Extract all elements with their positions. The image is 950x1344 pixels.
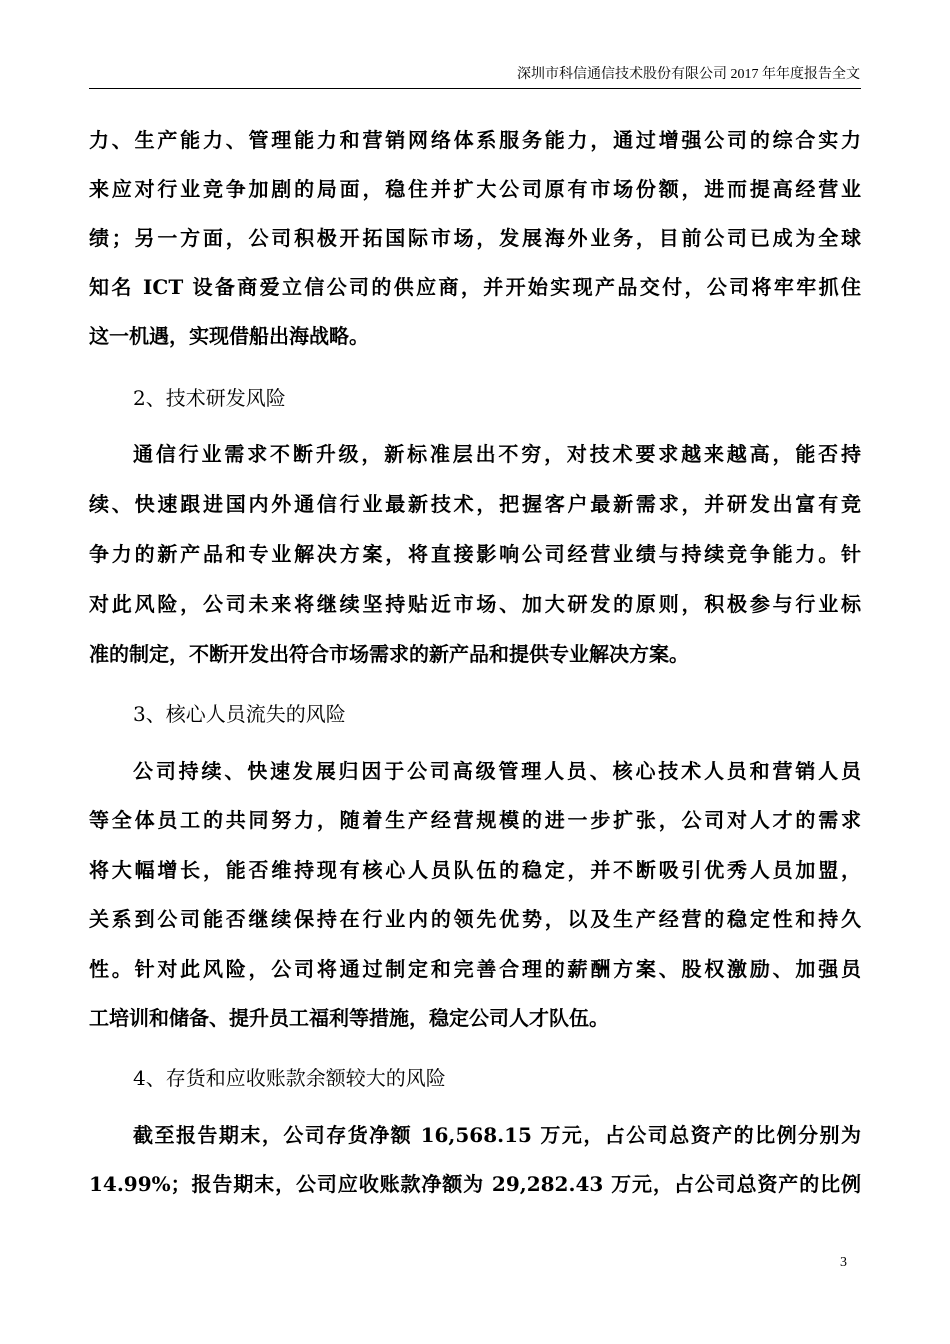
text-line: 等全体员工的共同努力，随着生产经营规模的进一步扩张，公司对人才的需求 (89, 808, 861, 832)
text-line: 公司持续、快速发展归因于公司高级管理人员、核心技术人员和营销人员 (133, 759, 861, 783)
text-line: 来应对行业竞争加剧的局面，稳住并扩大公司原有市场份额，进而提高经营业 (89, 177, 861, 201)
header-title: 深圳市科信通信技术股份有限公司 2017 年年度报告全文 (517, 67, 860, 82)
section-heading-2: 2、技术研发风险 (133, 386, 286, 410)
text-line: 性。针对此风险，公司将通过制定和完善合理的薪酬方案、股权激励、加强员 (89, 957, 861, 981)
text-line: 准的制定，不断开发出符合市场需求的新产品和提供专业解决方案。 (89, 642, 689, 666)
text-line: 知名 ICT 设备商爱立信公司的供应商，并开始实现产品交付，公司将牢牢抓住 (89, 275, 861, 299)
text-line: 通信行业需求不断升级，新标准层出不穷，对技术要求越来越高，能否持 (133, 442, 861, 466)
text-line: 这一机遇，实现借船出海战略。 (89, 324, 369, 348)
text-line: 争力的新产品和专业解决方案，将直接影响公司经营业绩与持续竞争能力。针 (89, 542, 861, 566)
text-line: 截至报告期末，公司存货净额 16,568.15 万元，占公司总资产的比例分别为 (133, 1123, 861, 1147)
header-divider (89, 88, 861, 89)
text-line: 14.99%；报告期末，公司应收账款净额为 29,282.43 万元，占公司总资产的比例 (89, 1172, 861, 1196)
page-number: 3 (840, 1255, 847, 1270)
section-heading-3: 3、核心人员流失的风险 (133, 702, 346, 726)
text-line: 将大幅增长，能否维持现有核心人员队伍的稳定，并不断吸引优秀人员加盟， (89, 858, 861, 882)
text-line: 工培训和储备、提升员工福利等措施，稳定公司人才队伍。 (89, 1006, 609, 1030)
text-line: 续、快速跟进国内外通信行业最新技术，把握客户最新需求，并研发出富有竞 (89, 492, 861, 516)
text-line: 绩；另一方面，公司积极开拓国际市场，发展海外业务，目前公司已成为全球 (89, 226, 861, 250)
text-line: 关系到公司能否继续保持在行业内的领先优势，以及生产经营的稳定性和持久 (89, 907, 861, 931)
text-line: 力、生产能力、管理能力和营销网络体系服务能力，通过增强公司的综合实力 (89, 128, 861, 152)
section-heading-4: 4、存货和应收账款余额较大的风险 (133, 1066, 446, 1090)
text-line: 对此风险，公司未来将继续坚持贴近市场、加大研发的原则，积极参与行业标 (89, 592, 861, 616)
